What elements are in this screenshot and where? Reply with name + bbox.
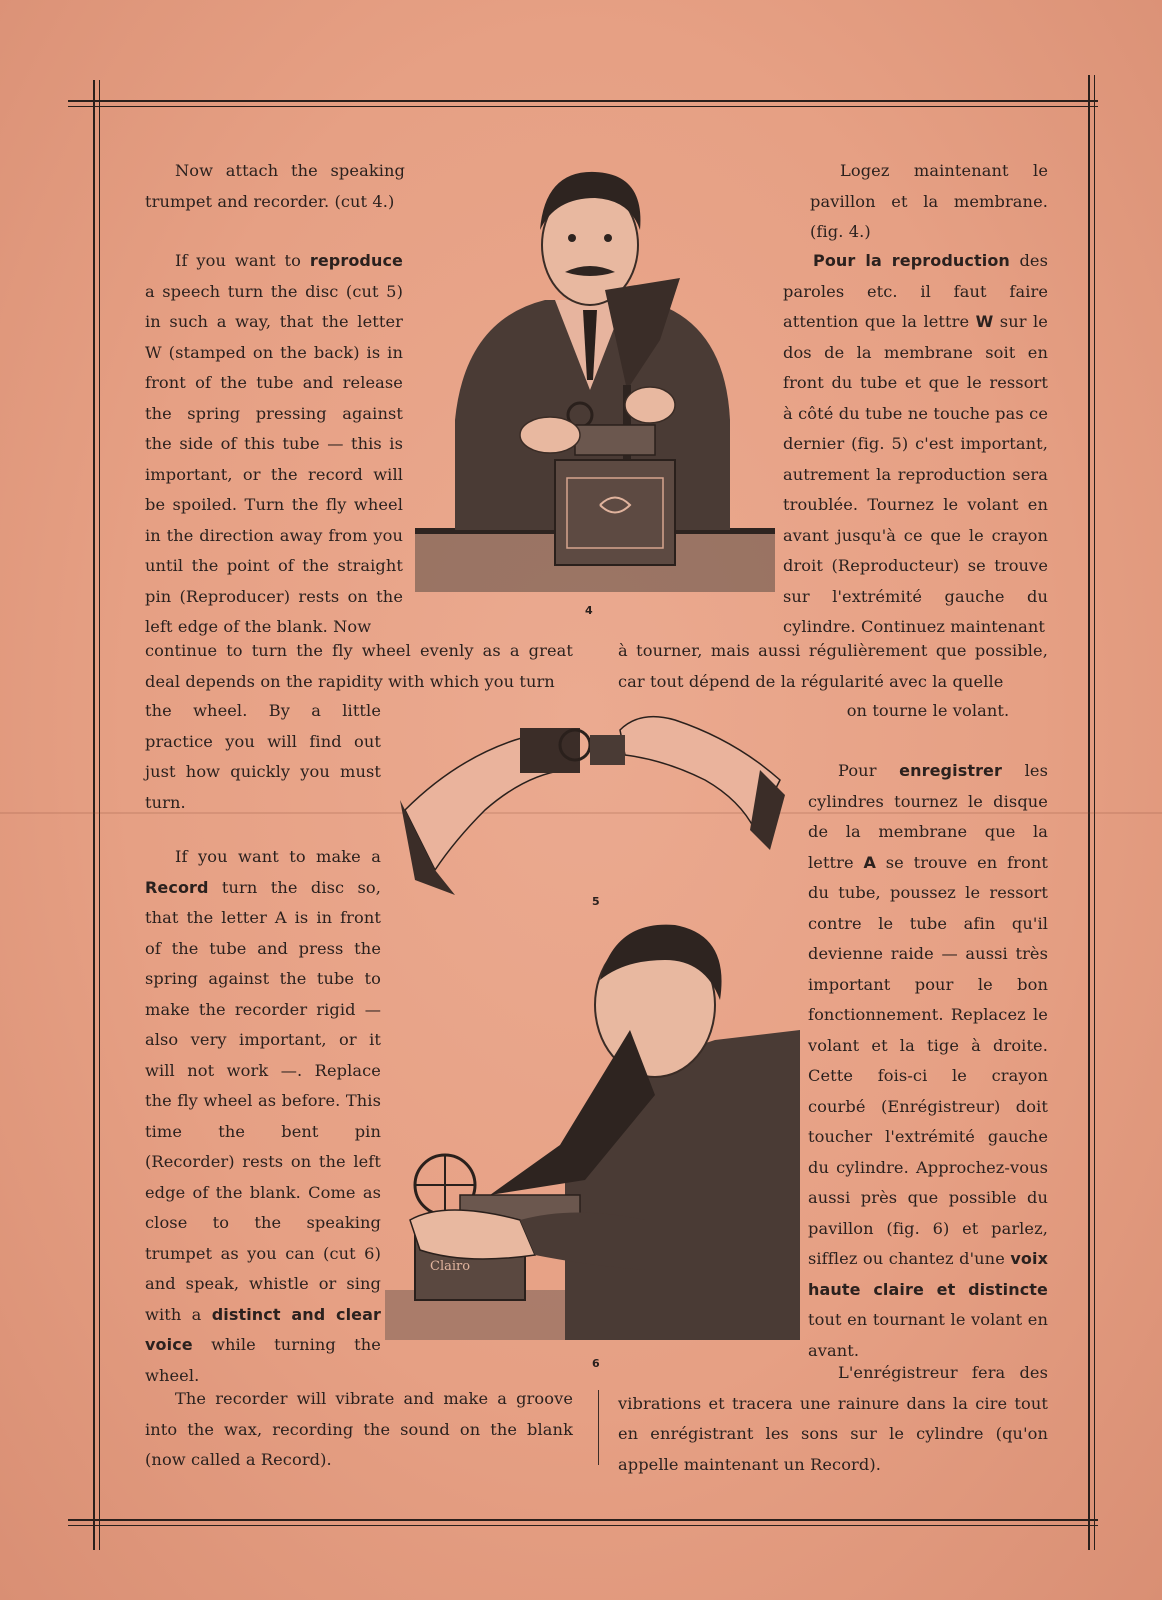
cylinder-label: Clairo xyxy=(430,1259,471,1274)
english-intro xyxy=(145,156,405,217)
figure-4-number: 4 xyxy=(585,604,593,617)
french-reproduce-end xyxy=(808,696,1048,727)
english-closing xyxy=(145,1384,573,1476)
english-paragraph-record: If you want to make a Record turn the disc so, that the letter A is in front of the tube and press the spring against the tube to make the recorder rigid — also very important, or it will not work —. Replace the fly wheel as before. This time the bent pin (Recorder) rests on the left edge of the blank. Come as close to the speaking trumpet as you can (cut 6) and speak, whistle or sing with a distinct and clear voice while turning the wheel. xyxy=(145,847,381,1385)
figure-6-recording xyxy=(385,920,800,1350)
english-record xyxy=(145,842,381,1391)
french-enregistrer-bold: enregistrer xyxy=(899,761,1002,780)
french-paragraph-reproduce: Pour la reproduction des paroles etc. il faut faire attention que la lettre W sur le dos de la membrane soit en front du tube et que le ressort à côté du tube ne touche pas ce dernier (fig. 5) c'est important, autrement la reproduction sera troublée. Tournez le volant en avant jusqu'à ce que le crayon droit (Reproducteur) se trouve sur l'extrémité gauche du cylindre. Continuez maintenant xyxy=(783,251,1049,636)
border-left-inner xyxy=(99,80,100,1550)
figure-4-reproducing xyxy=(415,160,775,600)
french-paragraph-vibrate: L'enrégistreur fera des vibrations et tracera une rainure dans la cire tout en enrégistrant les sons sur le cylindre (qu'on appelle maintenant un Record). xyxy=(618,1363,1048,1474)
border-left-outer xyxy=(93,80,95,1550)
border-top-inner xyxy=(68,106,1098,107)
french-reproduce-top xyxy=(783,246,1048,643)
figure-6-number: 6 xyxy=(592,1357,600,1370)
french-a-bold: A xyxy=(863,852,876,872)
english-clear-voice-bold: distinct and clear voice xyxy=(145,1304,381,1354)
french-reproduce-wide xyxy=(618,636,1048,697)
english-reproduce-top xyxy=(145,246,403,643)
english-paragraph-continue: continue to turn the fly wheel evenly as a great deal depends on the rapidity with which you turn xyxy=(145,641,573,691)
border-top-outer xyxy=(68,100,1098,102)
figure-5-number: 5 xyxy=(592,895,600,908)
french-intro xyxy=(810,156,1048,248)
english-reproduce-wide xyxy=(145,636,573,697)
english-paragraph-attach: Now attach the speaking trumpet and recorder. (cut 4.) xyxy=(145,161,405,211)
column-separator xyxy=(598,1390,599,1465)
french-w-bold: W xyxy=(975,312,994,331)
french-paragraph-attach: Logez maintenant le pavillon et la membrane. (fig. 4.) xyxy=(810,161,1048,241)
french-paragraph-continue: à tourner, mais aussi régulièrement que possible, car tout dépend de la régularité avec la quelle xyxy=(618,641,1048,691)
english-record-bold: Record xyxy=(145,877,209,897)
figure-5-membrane xyxy=(395,700,790,900)
french-paragraph-volant: on tourne le volant. xyxy=(846,701,1010,720)
french-voix-bold: voix haute claire et distincte xyxy=(808,1249,1048,1299)
french-reproduce-bold: Pour la reproduction xyxy=(813,251,1010,270)
english-paragraph-reproduce: If you want to reproduce a speech turn the disc (cut 5) in such a way, that the letter W (stamped on the back) is in front of the tube and release the spring pressing against the side of this tube — this is important, or the record will be spoiled. Turn the fly wheel in the direction away from you until the point of the straight pin (Reproducer) rests on the left edge of the blank. Now xyxy=(145,251,403,636)
english-reproduce-bold: reproduce xyxy=(309,251,403,270)
french-paragraph-record: Pour enregistrer les cylindres tournez le disque de la membrane que la lettre A se trouve en front du tube, poussez le ressort contre le tube afin qu'il devienne raide — aussi très important pour le bon fonctionnement. Replacez le volant et la tige à droite. Cette fois-ci le crayon courbé (Enrégistreur) doit toucher l'extrémité gauche du cylindre. Approchez-vous aussi près que possible du pavillon (fig. 6) et parlez, sifflez ou chantez d'une voix haute claire et distincte tout en tournant le volant en avant. xyxy=(808,761,1048,1360)
french-record xyxy=(808,756,1048,1366)
english-reproduce-end xyxy=(145,696,381,818)
border-bottom-outer xyxy=(68,1519,1098,1521)
english-paragraph-vibrate: The recorder will vibrate and make a groove into the wax, recording the sound on the blank (now called a Record). xyxy=(145,1389,573,1469)
french-closing xyxy=(618,1358,1048,1480)
border-bottom-inner xyxy=(68,1525,1098,1526)
english-paragraph-practice: the wheel. By a little practice you will find out just how quickly you must turn. xyxy=(145,701,381,812)
